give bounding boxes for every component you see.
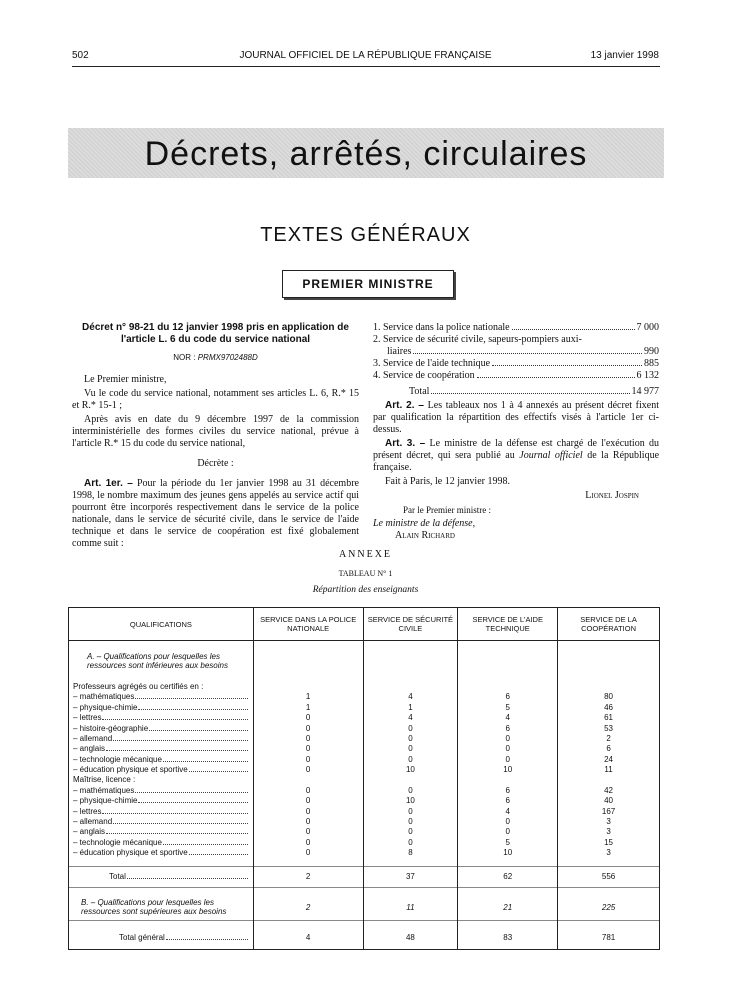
row-value: 0 bbox=[458, 734, 558, 744]
row-value: 6 bbox=[558, 744, 660, 754]
row-value: 0 bbox=[458, 827, 558, 837]
decree-p2: Vu le code du service national, notamment ses articles L. 6, R.* 15 et R.* 15-1 ; bbox=[72, 388, 359, 411]
row-value: 1 bbox=[363, 703, 458, 713]
table-row bbox=[69, 692, 660, 702]
table-row bbox=[69, 765, 660, 775]
row-value: 0 bbox=[253, 796, 363, 806]
nor-label: NOR : bbox=[173, 353, 196, 362]
col-header-police: SERVICE DANS LA POLICE NATIONALE bbox=[253, 608, 363, 641]
nor-line bbox=[72, 352, 359, 364]
row-value: 21 bbox=[458, 894, 558, 921]
row-value: 0 bbox=[363, 723, 458, 733]
row-label: Total bbox=[69, 867, 254, 888]
col-header-securite: SERVICE DE SÉCURITÉ CIVILE bbox=[363, 608, 458, 641]
row-value: 6 bbox=[458, 723, 558, 733]
row-value: 80 bbox=[558, 692, 660, 702]
row-label: B. – Qualifications pour lesquelles les ressources sont supérieures aux besoins bbox=[69, 894, 254, 921]
row-value: 4 bbox=[458, 806, 558, 816]
row-value: 11 bbox=[363, 894, 458, 921]
row-value: 781 bbox=[558, 927, 660, 950]
row-value: 42 bbox=[558, 786, 660, 796]
row-value: 5 bbox=[458, 838, 558, 848]
list-item-4: 4. Service de coopération 6 132 bbox=[373, 370, 659, 381]
row-value: 10 bbox=[363, 796, 458, 806]
row-value: 62 bbox=[458, 867, 558, 888]
row-value: 0 bbox=[253, 734, 363, 744]
row-label: – anglais bbox=[69, 744, 254, 754]
row-value: 10 bbox=[458, 848, 558, 858]
distribution-table bbox=[68, 607, 660, 950]
row-label: Total général bbox=[69, 927, 254, 950]
group-a1-title: Professeurs agrégés ou certifiés en : bbox=[69, 682, 254, 692]
decrete: Décrète : bbox=[197, 458, 234, 469]
row-value: 48 bbox=[363, 927, 458, 950]
table-subtitle: Répartition des enseignants bbox=[312, 585, 419, 595]
group-a2-title: Maîtrise, licence : bbox=[69, 775, 254, 785]
table-row bbox=[69, 838, 660, 848]
issue-date: 13 janvier 1998 bbox=[590, 50, 659, 61]
row-value: 6 bbox=[458, 796, 558, 806]
row-value: 3 bbox=[558, 827, 660, 837]
row-value: 556 bbox=[558, 867, 660, 888]
col-header-qualifications: QUALIFICATIONS bbox=[69, 608, 254, 641]
decree-p3: Après avis en date du 9 décembre 1997 de la commission interministérielle des formes civiles du service national, prévue à l'article R.* 15 du code du service national, bbox=[72, 414, 359, 449]
row-label: – anglais bbox=[69, 827, 254, 837]
list-item-1: 1. Service dans la police nationale 7 000 bbox=[373, 322, 659, 333]
nor-value: PRMX9702488D bbox=[197, 353, 258, 362]
decree-right-column bbox=[373, 322, 659, 544]
row-value: 3 bbox=[558, 848, 660, 858]
journal-title: JOURNAL OFFICIEL DE LA RÉPUBLIQUE FRANÇAISE bbox=[239, 50, 492, 61]
row-label: – physique-chimie bbox=[69, 703, 254, 713]
table-row bbox=[69, 848, 660, 858]
row-value: 1 bbox=[253, 703, 363, 713]
row-value: 0 bbox=[363, 786, 458, 796]
table-row bbox=[69, 796, 660, 806]
row-value: 15 bbox=[558, 838, 660, 848]
col-header-aide: SERVICE DE L'AIDE TECHNIQUE bbox=[458, 608, 558, 641]
row-label: – histoire-géographie bbox=[69, 723, 254, 733]
list-item-2: 2. Service de sécurité civile, sapeurs-pompiers auxi- bbox=[373, 334, 582, 345]
row-value: 0 bbox=[253, 744, 363, 754]
row-value: 0 bbox=[253, 838, 363, 848]
table-row bbox=[69, 817, 660, 827]
row-value: 0 bbox=[253, 806, 363, 816]
row-value: 0 bbox=[253, 765, 363, 775]
par-le-premier-ministre: Par le Premier ministre : bbox=[403, 505, 491, 515]
table-row bbox=[69, 703, 660, 713]
art3: Art. 3. – Le ministre de la défense est chargé de l'exécution du présent décret, qui sera publié au Journal officiel de la République française. bbox=[373, 438, 660, 473]
list-total: Total 14 977 bbox=[409, 386, 659, 397]
table-row bbox=[69, 806, 660, 816]
row-value: 0 bbox=[363, 838, 458, 848]
row-value: 53 bbox=[558, 723, 660, 733]
table-row bbox=[69, 827, 660, 837]
row-value: 0 bbox=[363, 806, 458, 816]
row-value: 6 bbox=[458, 692, 558, 702]
row-value: 3 bbox=[558, 817, 660, 827]
row-value: 4 bbox=[458, 713, 558, 723]
art1-label: Art. 1er. – bbox=[84, 478, 133, 489]
minister-name: Alain Richard bbox=[395, 530, 455, 541]
row-label: – mathématiques bbox=[69, 786, 254, 796]
tableau-number: TABLEAU N° 1 bbox=[338, 569, 393, 578]
row-value: 0 bbox=[458, 817, 558, 827]
row-value: 225 bbox=[558, 894, 660, 921]
row-label: – physique-chimie bbox=[69, 796, 254, 806]
annexe-title: ANNEXE bbox=[338, 549, 393, 560]
table-row bbox=[69, 744, 660, 754]
row-value: 0 bbox=[253, 827, 363, 837]
banner-title: Décrets, arrêtés, circulaires bbox=[144, 135, 588, 173]
art1-text: Pour la période du 1er janvier 1998 au 31 décembre 1998, le nombre maximum des jeunes gens appelés au service actif qui pourront être incorporés respectivement dans le service de la police nationale, dans le service de sécurité civile, dans le service de l'aide technique et dans le service de coopération est fixé globalement comme suit : bbox=[72, 478, 359, 549]
art2: Art. 2. – Les tableaux nos 1 à 4 annexés au présent décret fixent par qualification la répartition des effectifs visés à l'article 1er ci-dessus. bbox=[373, 400, 660, 435]
row-value: 2 bbox=[558, 734, 660, 744]
row-value: 8 bbox=[363, 848, 458, 858]
row-label: – allemand bbox=[69, 817, 254, 827]
row-value: 10 bbox=[363, 765, 458, 775]
list-item-3: 3. Service de l'aide technique 885 bbox=[373, 358, 659, 369]
row-value: 0 bbox=[253, 848, 363, 858]
minister-title: Le ministre de la défense, bbox=[373, 518, 476, 529]
row-value: 6 bbox=[458, 786, 558, 796]
row-value: 11 bbox=[558, 765, 660, 775]
table-row bbox=[69, 786, 660, 796]
row-value: 0 bbox=[253, 723, 363, 733]
signatory: Lionel Jospin bbox=[585, 490, 639, 501]
row-label: – technologie mécanique bbox=[69, 755, 254, 765]
row-value: 40 bbox=[558, 796, 660, 806]
row-value: 4 bbox=[253, 927, 363, 950]
fait: Fait à Paris, le 12 janvier 1998. bbox=[385, 476, 510, 487]
row-label: – éducation physique et sportive bbox=[69, 765, 254, 775]
table-row bbox=[69, 867, 660, 888]
row-value: 83 bbox=[458, 927, 558, 950]
row-label: – lettres bbox=[69, 806, 254, 816]
row-value: 4 bbox=[363, 713, 458, 723]
table-row bbox=[69, 723, 660, 733]
row-value: 0 bbox=[253, 713, 363, 723]
list-item-2-cont: liaires 990 bbox=[387, 346, 659, 357]
row-value: 5 bbox=[458, 703, 558, 713]
group-a-title: A. – Qualifications pour lesquelles les ressources sont inférieures aux besoins bbox=[69, 651, 254, 671]
row-label: – allemand bbox=[69, 734, 254, 744]
row-value: 1 bbox=[253, 692, 363, 702]
row-value: 0 bbox=[253, 755, 363, 765]
decree-p1: Le Premier ministre, bbox=[84, 374, 167, 385]
row-value: 0 bbox=[458, 755, 558, 765]
row-value: 0 bbox=[363, 827, 458, 837]
row-value: 0 bbox=[363, 734, 458, 744]
decree-title: Décret n° 98-21 du 12 janvier 1998 pris en application de l'article L. 6 du code du service national bbox=[82, 322, 349, 345]
row-value: 0 bbox=[253, 817, 363, 827]
table-row bbox=[69, 927, 660, 950]
row-value: 0 bbox=[363, 744, 458, 754]
art1 bbox=[72, 478, 359, 550]
row-value: 0 bbox=[363, 817, 458, 827]
table-row bbox=[69, 755, 660, 765]
row-value: 24 bbox=[558, 755, 660, 765]
row-value: 61 bbox=[558, 713, 660, 723]
col-header-cooperation: SERVICE DE LA COOPÉRATION bbox=[558, 608, 660, 641]
row-value: 2 bbox=[253, 894, 363, 921]
decree-left-column bbox=[72, 322, 359, 552]
row-label: – technologie mécanique bbox=[69, 838, 254, 848]
row-label: – éducation physique et sportive bbox=[69, 848, 254, 858]
row-label: – mathématiques bbox=[69, 692, 254, 702]
page-number: 502 bbox=[72, 50, 89, 61]
row-value: 0 bbox=[363, 755, 458, 765]
table-row bbox=[69, 713, 660, 723]
table-row bbox=[69, 894, 660, 921]
header-rule bbox=[72, 66, 660, 67]
row-value: 0 bbox=[253, 786, 363, 796]
row-value: 46 bbox=[558, 703, 660, 713]
row-value: 2 bbox=[253, 867, 363, 888]
ministry-box: PREMIER MINISTRE bbox=[282, 270, 454, 298]
row-value: 4 bbox=[363, 692, 458, 702]
row-value: 0 bbox=[458, 744, 558, 754]
row-value: 37 bbox=[363, 867, 458, 888]
section-title: TEXTES GÉNÉRAUX bbox=[260, 224, 471, 246]
table-row bbox=[69, 734, 660, 744]
row-value: 167 bbox=[558, 806, 660, 816]
row-value: 10 bbox=[458, 765, 558, 775]
row-label: – lettres bbox=[69, 713, 254, 723]
